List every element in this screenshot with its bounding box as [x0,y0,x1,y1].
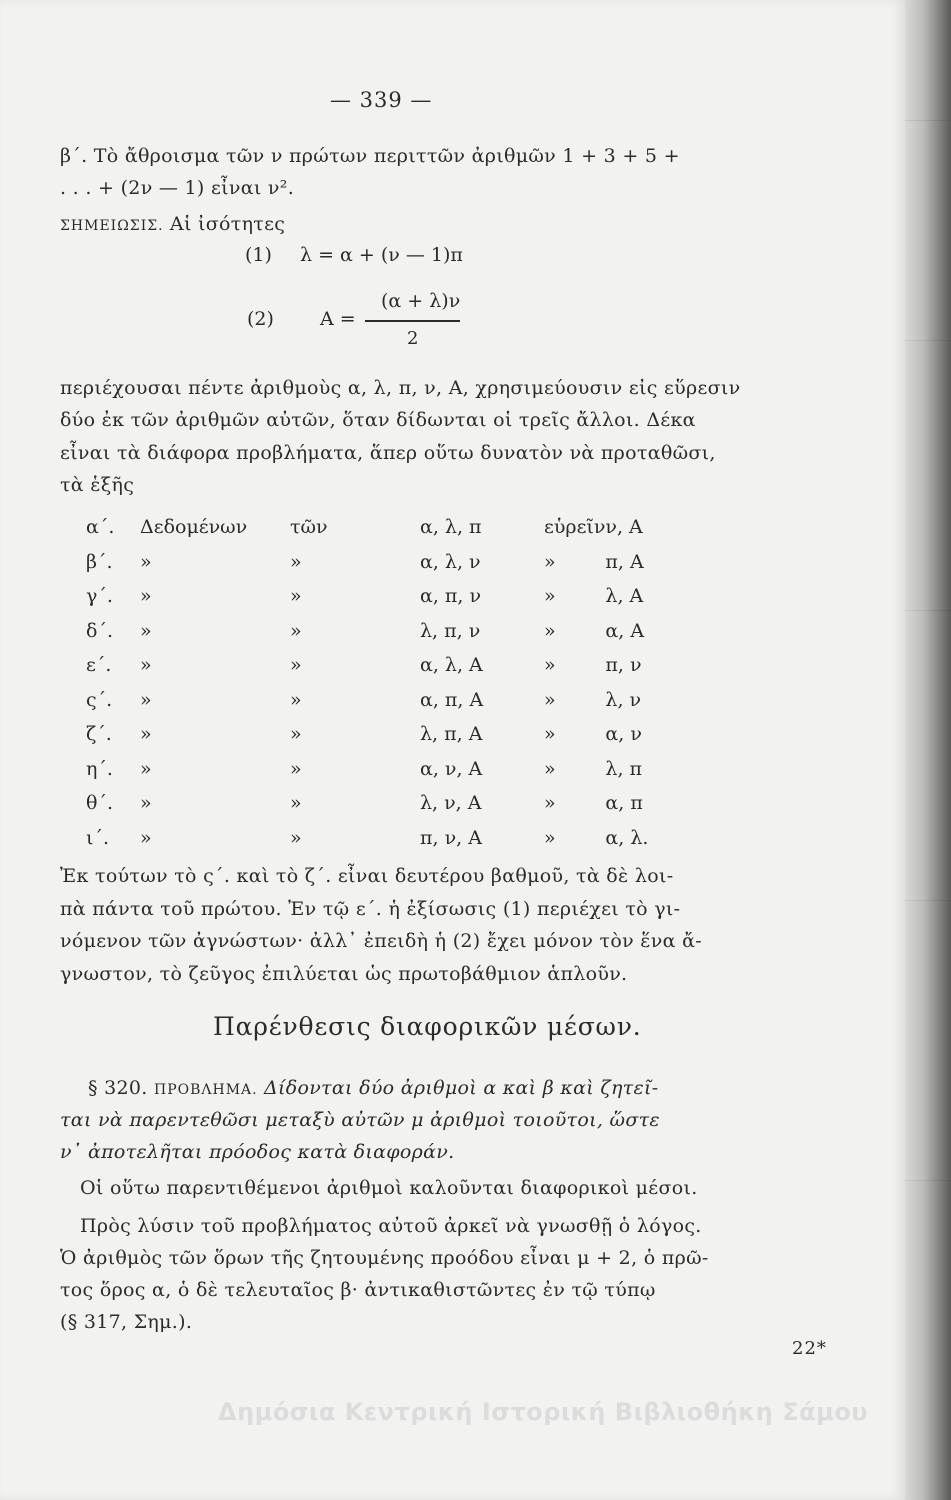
problem-line [60,1136,880,1168]
case-row [86,648,685,683]
case-known-values: α, λ, Α [420,654,483,677]
problem-statement: ν᾽ ἀποτελῆται πρόοδος κατὰ διαφοράν. [60,1141,455,1163]
text-line: τὰ ἑξῆς [60,474,135,496]
case-unknowns: λ, Α [605,585,644,608]
case-of-word: » [290,688,302,711]
case-unknowns: π, Α [605,550,644,573]
case-row [86,683,685,718]
text-line: . . . + (2ν — 1) εἶναι ν². [60,177,295,199]
text-line: τος ὅρος α, ὁ δὲ τελευταῖος β· ἀντικαθιστῶντες ἐν τῷ τύπῳ [60,1279,656,1301]
problem-statement: Δίδονται δύο ἀριθμοὶ α καὶ β καὶ ζητεῖ- [263,1077,659,1099]
case-row [86,752,685,787]
case-given-word: » [140,792,152,815]
case-find-word: » [544,688,556,711]
case-number: ζ΄. [86,723,112,746]
case-given-word: » [140,757,152,780]
text-line: Ὁ ἀριθμὸς τῶν ὅρων τῆς ζητουμένης προόδου εἶναι μ + 2, ὁ πρῶ- [60,1247,709,1269]
case-unknowns: ν, Α [605,516,643,539]
case-known-values: π, ν, Α [420,826,482,849]
text-line: δύο ἐκ τῶν ἀριθμῶν αὐτῶν, ὅταν δίδωνται οἱ τρεῖς ἄλλοι. Δέκα [60,409,696,431]
text-line: γνωστον, τὸ ζεῦγος ἐπιλύεται ὡς πρωτοβάθμιον ἁπλοῦν. [60,963,628,985]
cases-table [86,510,685,855]
case-find-word: » [544,723,556,746]
case-number: β΄. [86,550,113,573]
case-find-word: εὑρεῖν [544,516,606,539]
formula-2-lhs: Α = [320,308,356,330]
fraction-bar [365,320,460,322]
case-unknowns: λ, π [605,757,643,780]
case-unknowns: α, Α [605,619,645,642]
case-row [86,510,685,545]
problem-statement: ται νὰ παρεντεθῶσι μεταξὺ αὐτῶν μ ἀριθμοὶ τοιοῦτοι, ὥστε [60,1109,660,1131]
case-known-values: α, π, ν [420,585,482,608]
section-title: Παρένθεσις διαφορικῶν μέσων. [213,1012,642,1041]
formula-2-label: (2) [247,308,274,330]
case-given-word: » [140,826,152,849]
formula-1-label: (1) [245,244,272,266]
text-line: (§ 317, Σημ.). [60,1311,193,1333]
text-line: νόμενον τῶν ἀγνώστων· ἀλλ᾽ ἐπειδὴ ἡ (2) ἔχει μόνον τὸν ἕνα ἄ- [60,930,702,952]
case-row [86,579,685,614]
case-row [86,821,685,856]
remark-label: ΣΗΜΕΙΩΣΙΣ. [60,218,164,234]
case-of-word: » [290,757,302,780]
library-watermark: Δημόσια Κεντρική Ιστορική Βιβλιοθήκη Σάμου [218,1398,868,1426]
problem-line [60,1104,880,1136]
case-known-values: α, π, Α [420,688,484,711]
case-number: δ΄. [86,619,113,642]
signature-mark: 22* [792,1338,827,1359]
text-line: περιέχουσαι πέντε ἀριθμοὺς α, λ, π, ν, Α, χρησιμεύουσιν εἰς εὕρεσιν [60,377,741,399]
case-known-values: λ, π, ν [420,619,481,642]
case-find-word: » [544,654,556,677]
formula-1: λ = α + (ν — 1)π [300,244,463,266]
formula-2-denominator: 2 [407,328,419,349]
case-number: θ΄. [86,792,113,815]
case-find-word: » [544,757,556,780]
formula-2-numerator: (α + λ)ν [381,290,461,312]
case-known-values: λ, π, Α [420,723,483,746]
case-of-word: » [290,723,302,746]
text-line: Οἱ οὕτω παρεντιθέμενοι ἀριθμοὶ καλοῦνται διαφορικοὶ μέσοι. [80,1177,698,1199]
case-number: γ΄. [86,585,113,608]
case-row [86,614,685,649]
case-unknowns: α, λ. [605,826,649,849]
case-find-word: » [544,792,556,815]
case-known-values: α, λ, π [420,516,482,539]
case-row [86,786,685,821]
case-of-word: » [290,654,302,677]
problem-number: § 320. [88,1077,148,1099]
case-of-word: » [290,619,302,642]
case-find-word: » [544,585,556,608]
text-line: εἶναι τὰ διάφορα προβλήματα, ἅπερ οὕτω δυνατὸν νὰ προταθῶσι, [60,442,716,464]
case-number: η΄. [86,757,113,780]
text-line: Πρὸς λύσιν τοῦ προβλήματος αὐτοῦ ἀρκεῖ νὰ γνωσθῇ ὁ λόγος. [80,1215,702,1237]
case-known-values: λ, ν, Α [420,792,482,815]
case-unknowns: α, π [605,792,643,815]
page-number-header: — 339 — [330,88,433,112]
case-of-word: » [290,792,302,815]
case-row [86,717,685,752]
case-given-word: » [140,585,152,608]
case-given-word: » [140,619,152,642]
case-given-word: Δεδομένων [140,516,248,539]
case-given-word: » [140,723,152,746]
text-line: β΄. Τὸ ἄθροισμα τῶν ν πρώτων περιττῶν ἀριθμῶν 1 + 3 + 5 + [60,145,680,167]
case-of-word: τῶν [290,516,328,539]
problem-label: ΠΡΟΒΛΗΜΑ. [154,1082,258,1098]
case-number: ε΄. [86,654,112,677]
case-of-word: » [290,826,302,849]
case-number: ς΄. [86,688,113,711]
problem-first-line [60,1072,880,1106]
case-of-word: » [290,585,302,608]
case-unknowns: λ, ν [605,688,642,711]
case-given-word: » [140,654,152,677]
case-unknowns: α, ν [605,723,642,746]
case-find-word: » [544,619,556,642]
case-number: ι΄. [86,826,109,849]
case-known-values: α, λ, ν [420,550,481,573]
case-known-values: α, ν, Α [420,757,483,780]
case-find-word: » [544,550,556,573]
text-line: Ἐκ τούτων τὸ ς΄. καὶ τὸ ζ΄. εἶναι δευτέρου βαθμοῦ, τὰ δὲ λοι- [60,865,674,887]
book-spine-edge [905,0,951,1500]
case-unknowns: π, ν [605,654,642,677]
remark-line [60,208,880,242]
case-row [86,545,685,580]
case-of-word: » [290,550,302,573]
text-line: πὰ πάντα τοῦ πρώτου. Ἐν τῷ ε΄. ἡ ἐξίσωσις (1) περιέχει τὸ γι- [60,898,681,920]
case-given-word: » [140,550,152,573]
case-number: α΄. [86,516,115,539]
case-find-word: » [544,826,556,849]
case-given-word: » [140,688,152,711]
remark-text: Αἱ ἰσότητες [169,213,286,235]
